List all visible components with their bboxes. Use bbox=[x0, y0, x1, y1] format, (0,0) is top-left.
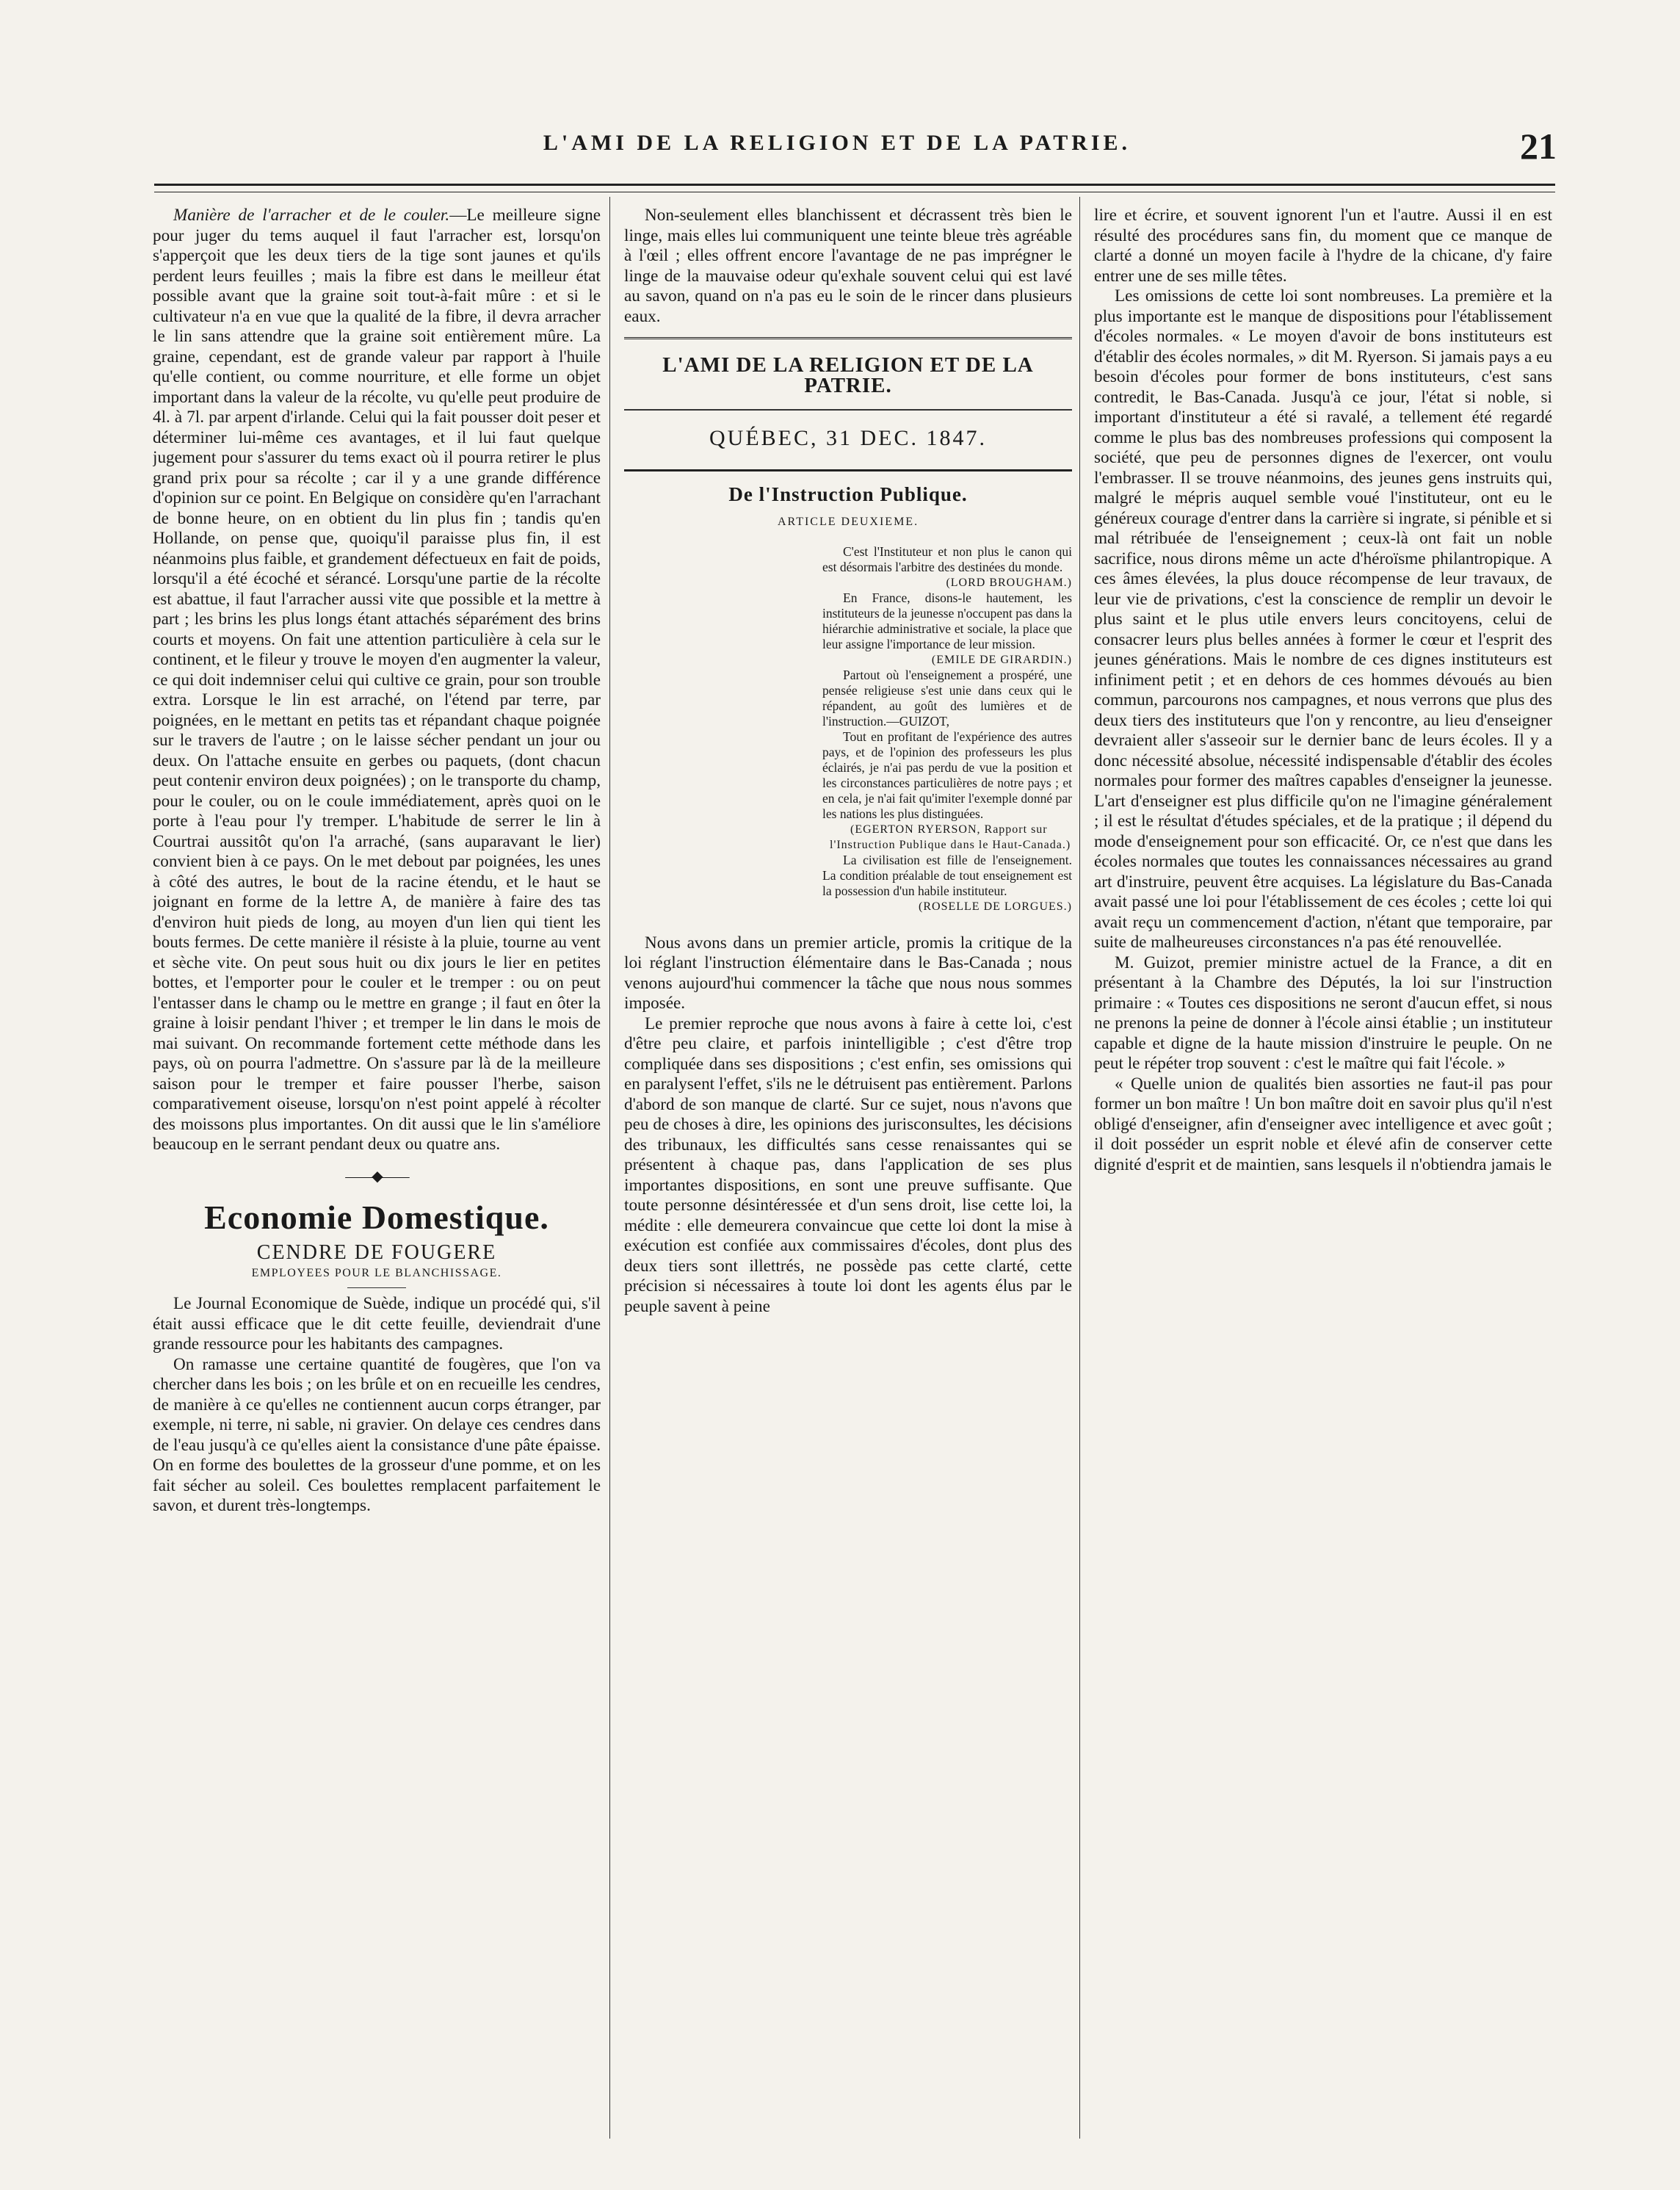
paragraph: M. Guizot, premier ministre actuel de la France, a dit en présentant à la Chambre des Députés, la loi sur l'instruction primaire : « Toutes ces dispositions ne seront d'aucun effet, si nous ne prenons la peine de donner à l'école ainsi établie ; un instituteur capable et digne de la haute mission d'instruire le peuple. On ne peut le répéter trop souvent : c'est le maître qui fait l'école. » bbox=[1094, 953, 1552, 1073]
epigraph: En France, disons-le hautement, les instituteurs de la jeunesse n'occupent pas dans la hiérarchie administrative et sociale, la place que leur assigne l'importance de leur mission. bbox=[822, 590, 1072, 651]
epigraph-attribution: (LORD BROUGHAM.) bbox=[946, 576, 1072, 589]
epigraph: La civilisation est fille de l'enseignement. La condition préalable de tout enseignement est la possession d'un habile instituteur. bbox=[822, 852, 1072, 898]
paragraph-flax bbox=[153, 206, 601, 1155]
epigraph-attribution: (EMILE DE GIRARDIN.) bbox=[931, 653, 1072, 666]
paragraph: Le premier reproche que nous avons à faire à cette loi, c'est d'être peu claire, et parfois inintelligible ; c'est d'être trop compliquée dans ses dispositions ; c'est enfin, ses omissions qui en paralysent l'effet, s'ils ne le détruisent pas entièrement. Parlons d'abord de son manque de clarté. Sur ce sujet, nous n'avons que peu de choses à dire, les opinions des jurisconsultes, les décisions des tribunaux, les difficultés sans cesse renaissantes qui se présentent à chaque pas, dans l'application de ses plus importantes dispositions, en sont une preuve suffisante. Que toute personne désintéressée et d'un sens droit, lise cette loi, la médite : elle demeurera convaincue que cette loi dont la mise à exécution est confiée aux commissaires d'écoles, dont plus des deux tiers sont illettrés, ne possède pas cette clarté, cette précision si nécessaires à toute loi dont les agents élus par le peuple savent à peine bbox=[624, 1013, 1072, 1316]
paragraph: Nous avons dans un premier article, promis la critique de la loi réglant l'instruction élémentaire dans le Bas-Canada ; nous venons aujourd'hui commencer la tâche que nous nous sommes imposée. bbox=[624, 933, 1072, 1013]
article-subsubhead: EMPLOYEES POUR LE BLANCHISSAGE. bbox=[251, 1266, 502, 1279]
paragraph: Le Journal Economique de Suède, indique un procédé qui, s'il était aussi efficace que le dit cette feuille, deviendrait d'une grande ressource pour les habitants des campagnes. bbox=[153, 1294, 601, 1354]
column-rule-1 bbox=[609, 197, 610, 2139]
masthead: L'AMI DE LA RELIGION ET DE LA PATRIE. bbox=[662, 353, 1034, 397]
article-title: De l'Instruction Publique. bbox=[728, 483, 968, 505]
paragraph: Non-seulement elles blanchissent et décrassent très bien le linge, mais elles lui communiquent une teinte bleue très agréable à l'œil ; elles offrent encore l'avantage de ne pas imprégner le linge de la mauvaise odeur qu'exhale souvent celui qui est lavé au savon, quand on n'a pas eu le soin de le rincer dans plusieurs eaux. bbox=[624, 206, 1072, 326]
masthead-block bbox=[624, 337, 1072, 471]
dateline: QUÉBEC, 31 DEC. 1847. bbox=[709, 426, 987, 450]
paragraph: lire et écrire, et souvent ignorent l'un et l'autre. Aussi il en est résulté des procédures sans fin, du moment que ce manque de clarté a donné un moyen facile à l'hydre de la chicane, d'y faire entrer une de ses mille têtes. bbox=[1094, 206, 1552, 286]
epigraph-attribution: (EGERTON RYERSON, Rapport sur l'Instruction Publique dans le Haut-Canada.) bbox=[830, 823, 1071, 851]
column-rule-2 bbox=[1079, 197, 1080, 2139]
column-3 bbox=[1094, 206, 1552, 2131]
paragraph: « Quelle union de qualités bien assorties ne faut-il pas pour former un bon maître ! Un bon maître doit en savoir plus qu'il n'est obligé d'enseigner, afin d'enseigner avec intelligence et avec goût ; il doit posséder un esprit noble et élevé afin de conserver cette dignité d'esprit et de maintien, sans lesquels il n'obtiendra jamais le bbox=[1094, 1074, 1552, 1174]
column-2 bbox=[624, 206, 1072, 2131]
page-number: 21 bbox=[1520, 126, 1557, 167]
epigraph-block bbox=[822, 544, 1072, 914]
page-header bbox=[117, 125, 1557, 176]
short-rule bbox=[347, 1287, 406, 1288]
ornament-divider: ——◆—— bbox=[345, 1168, 408, 1185]
column-1 bbox=[153, 206, 601, 2131]
article-subhead: CENDRE DE FOUGERE bbox=[256, 1241, 497, 1264]
section-title: Economie Domestique. bbox=[204, 1199, 549, 1236]
header-rule bbox=[154, 184, 1555, 192]
article-subtitle: ARTICLE DEUXIEME. bbox=[777, 516, 919, 528]
divider bbox=[624, 409, 1072, 411]
article-body bbox=[624, 933, 1072, 1318]
flax-text: —Le meilleure signe pour juger du tems auquel il faut l'arracher est, lorsqu'on s'apperçoit que les deux tiers de la tige sont jaunes et qu'ils perdent leurs feuilles ; mais la fibre est dans le meilleur état possible avant que la graine soit tout-à-fait mûre : et si le cultivateur n'a en vue que la qualité de la fibre, il devra arracher le lin sans attendre que la graine soit entièrement mûre. La graine, cependant, est de grande valeur par rapport à l'huile qu'elle contient, ou comme nourriture, et elle forme un objet important dans la valeur de la récolte, vu qu'elle peut produire de 4l. à 7l. par arpent d'irlande. Celui qui la fait pousser doit peser et déterminer lui-même ces avantages, et il lui faut quelque jugement pour s'assurer du tems exact où il pourra retirer le plus grand prix pour sa récolte ; car il y a une grande différence d'opinion sur ce point. En Belgique on considère qu'en l'arrachant de bonne heure, on en obtient du lin plus fin ; tandis qu'en Hollande, on pense que, quoiqu'il paraisse plus fin, il est néanmoins plus faible, et grandement défectueux en fait de poids, lorsqu'il a été écoché et sérancé. Lorsqu'une partie de la récolte est abattue, il faut l'arracher aussi vite que possible et la mettre à part ; les brins les plus longs étant attachés séparément des brins courts et moyens. On fait une attention particulière à cela sur le continent, et le fileur y trouve le moyen d'en augmenter la valeur, ce qui doit indemniser celui qui cultive ce grain, pour son trouble extra. Lorsque le lin est arraché, on l'étend par terre, par poignées, en le mettant en petits tas et répandant chaque poignée sur le travers de l'autre ; on le laisse sécher pendant un jour ou deux. On l'attache ensuite en gerbes ou paquets, (dont chacun peut contenir environ deux poignées) ; on le transporte du champ, pour le couler, ou on le coule immédiatement, après quoi on le porte à l'eau pour l'y tremper. L'habitude de serrer le lin à Courtrai aussitôt qu'on l'a arraché, (sans auparavant le lier) convient bien à ce pays. On le met debout par poignées, les unes à côté des autres, le bout de la racine étendu, et le haut se joignant en forme de la lettre A, de manière à faire des tas d'environ huit pieds de long, au moyen d'un lien qui tient les bouts fermes. De cette manière il résiste à la pluie, tourne au vent et sèche vite. On peut sous huit ou dix jours le lier en petites bottes, et l'emporter pour le couler et le tremper : ou on peut l'entasser dans le champ ou le mettre en grange ; il faut en ôter la graine à loisir pendant l'hiver ; et tremper le lin dans le mois de mai suivant. On recommande fortement cette méthode dans les pays, où on pourra l'admettre. On s'assure par là de la meilleure saison pour le tremper et faire pousser l'herbe, saison comparativement oiseuse, lorsqu'on n'est point appelé à récolter des moissons plus importantes. On dit aussi que le lin s'améliore beaucoup en le serrant pendant deux ou quatre ans. bbox=[153, 206, 601, 1154]
paragraph: Les omissions de cette loi sont nombreuses. La première et la plus importante est le manque de dispositions pour l'établissement d'écoles normales. « Le moyen d'avoir de bons instituteurs est d'établir des écoles normales, » dit M. Ryerson. Si jamais pays a eu besoin d'écoles pour former de bons instituteurs, c'est sans contredit, le Bas-Canada. Jusqu'à ce jour, l'état si noble, si important d'instituteur a été si ravalé, a tellement été regardé comme le plus bas des nombreuses professions qui composent la société, que peu de personnes dignes de l'exercer, ont voulu l'embrasser. Il se trouve néanmoins, des jeunes gens instruits qui, malgré le mépris auquel semble voué l'instituteur, ont eu le généreux courage d'entrer dans la carrière si ingrate, si pénible et si mal rétribuée de l'enseignement ; ceux-là ont fait un noble sacrifice, nous dirons même un acte d'héroïsme philantropique. A ces âmes élevées, la plus douce récompense de leur travaux, de leur vie de privations, c'est la conscience de remplir un devoir le plus saint et le plus utile envers leurs concitoyens, celui de consacrer leurs plus belles années à former le cœur et l'esprit des jeunes générations. Mais le nombre de ces dignes instituteurs est infiniment petit ; et en dehors de ces hommes dévoués au bien commun, parcourons nos campagnes, et nous verrons que plus des deux tiers des instituteurs que l'on y rencontre, au lieu d'enseigner devraient aller s'asseoir sur le dernier banc de leurs écoles. Il y a donc nécessité absolue, nécessité indispensable d'établir des écoles normales pour former des maîtres capables d'enseigner la jeunesse. L'art d'enseigner est plus difficile qu'on ne l'imagine généralement ; il est le résultat d'études spéciales, et de la pratique ; il dépend du mode d'enseignement pour son efficacité. Or, ce n'est que dans les écoles normales que toutes les connaissances nécessaires au grand art d'instruire, peuvent être acquises. La législature du Bas-Canada avait passé une loi pour l'établissement de ces écoles ; cette loi qui avait reçu un commencement d'action, n'étant que temporaire, par suite de malheureuses circonstances n'a pas été renouvellée. bbox=[1094, 286, 1552, 952]
paragraph: On ramasse une certaine quantité de fougères, que l'on va chercher dans les bois ; on les brûle et on en recueille les cendres, de manière à ce qu'elles ne contiennent aucun corps étranger, par exemple, ni terre, ni sable, ni gravier. On delaye ces cendres dans de l'eau jusqu'à ce qu'elles aient la consistance d'une pâte épaisse. On en forme des boulettes de la grosseur d'une pomme, et on les fait sécher au soleil. Ces boulettes remplacent parfaitement le savon, et durent très-longtemps. bbox=[153, 1354, 601, 1515]
epigraph-attribution: (ROSELLE DE LORGUES.) bbox=[919, 900, 1072, 913]
running-title: L'AMI DE LA RELIGION ET DE LA PATRIE. bbox=[543, 131, 1132, 155]
epigraph: Tout en profitant de l'expérience des autres pays, et de l'opinion des professeurs les plus éclairés, je n'ai pas perdu de vue la position et les circonstances particulières de notre pays ; et en cela, je n'ai fait qu'imiter l'exemple donné par les nations les plus distinguées. bbox=[822, 729, 1072, 821]
intro-italic: Manière de l'arracher et de le couler. bbox=[173, 206, 450, 225]
epigraph: Partout où l'enseignement a prospéré, une pensée religieuse s'est unie dans ceux qui le répandent, au goût des lumières et de l'instruction.—GUIZOT, bbox=[822, 667, 1072, 729]
epigraph: C'est l'Instituteur et non plus le canon qui est désormais l'arbitre des destinées du monde. bbox=[822, 543, 1072, 574]
